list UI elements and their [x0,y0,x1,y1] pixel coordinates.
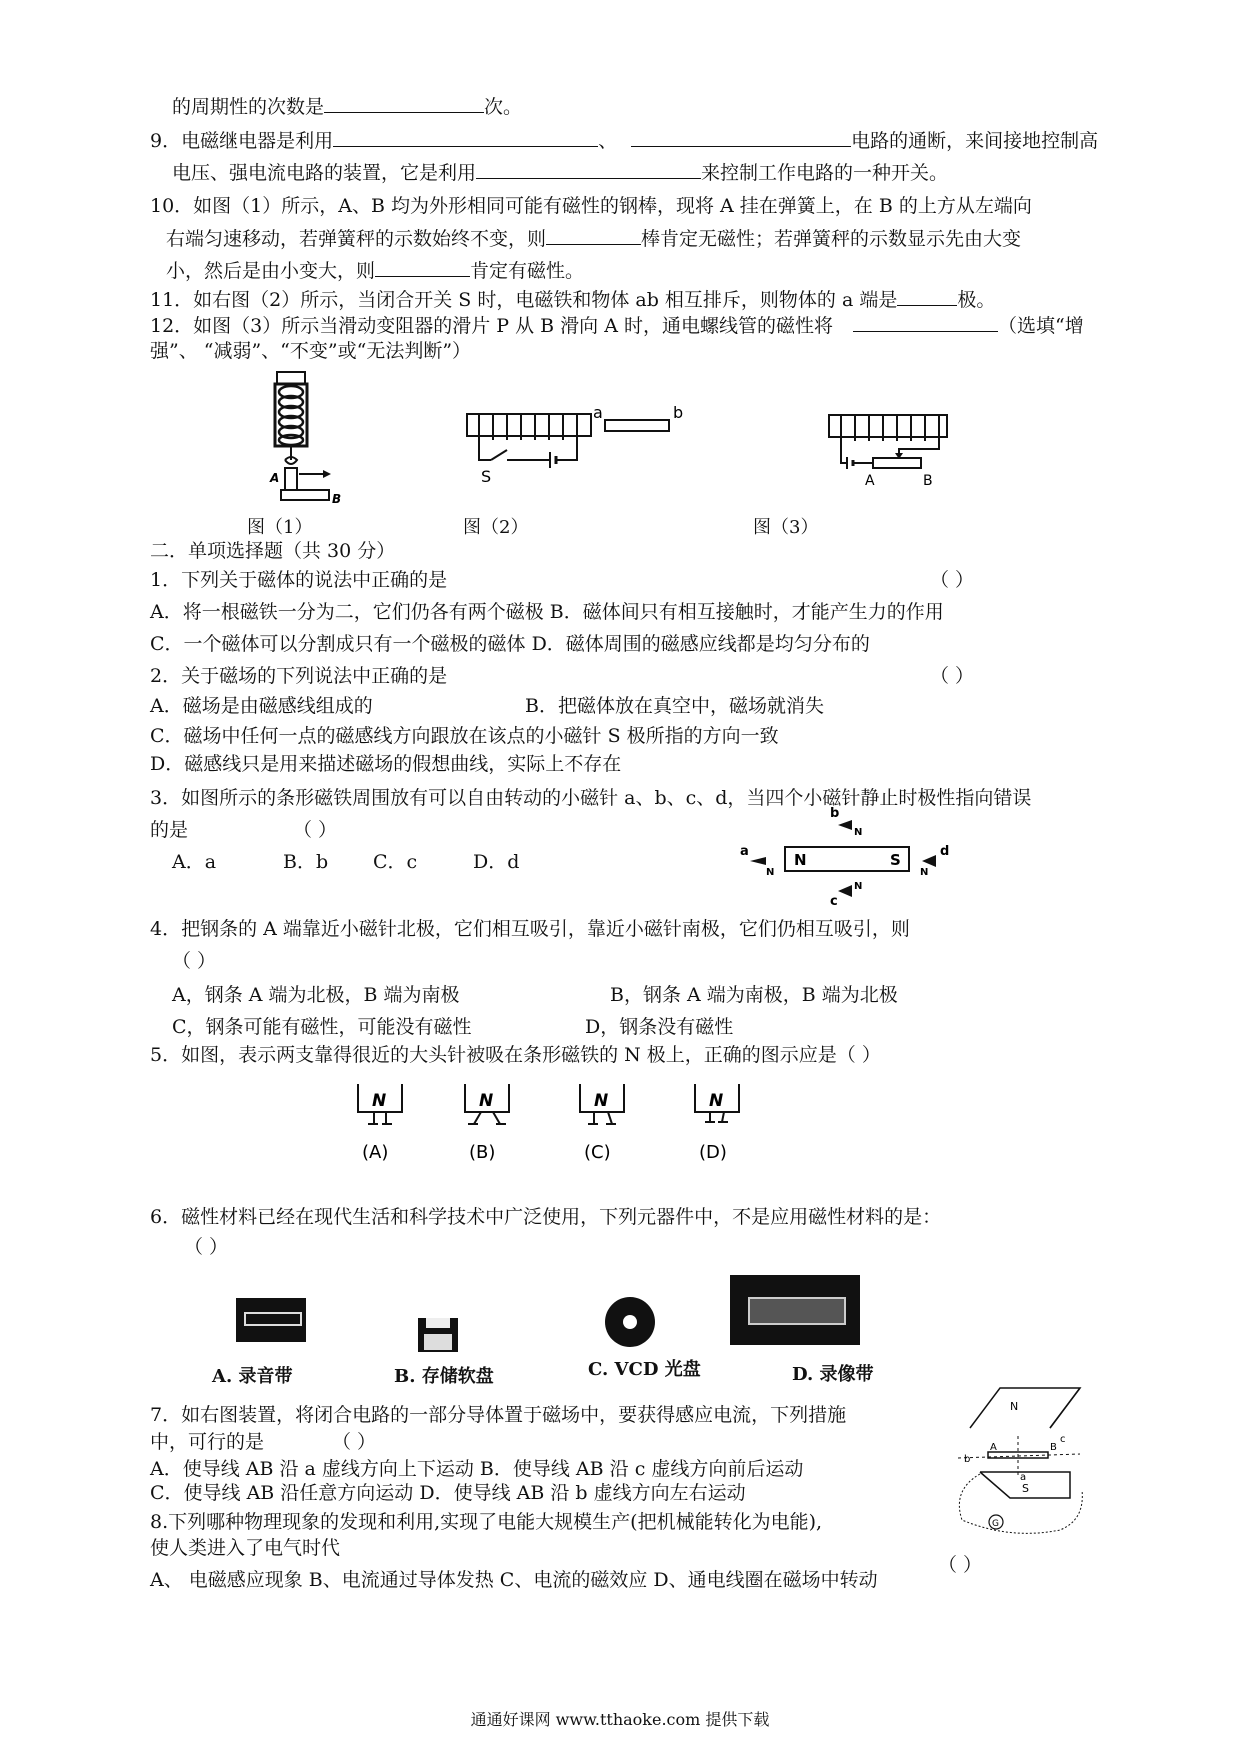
mc-q3-option-C: C．c [373,851,418,873]
q7-label-S: S [1022,1482,1029,1495]
q5-D-N: N [709,1091,724,1111]
mc-q2-option-C: C．磁场中任何一点的磁感线方向跟放在该点的小磁针 S 极所指的方向一致 [150,725,779,747]
mc-q4-option-D: D，钢条没有磁性 [585,1016,734,1038]
q12-text-a: 12．如图（3）所示当滑动变阻器的滑片 P 从 B 滑向 A 时，通电螺线管的磁性将 [150,315,833,337]
q7-label-N: N [1010,1400,1019,1413]
mc-q3-option-A: A．a [172,851,217,873]
q7-label-B: B [1050,1442,1057,1453]
q5-figure-B [465,1084,509,1163]
figure-2-electromagnet-diagram [455,400,695,490]
q11-text-a: 11．如右图（2）所示，当闭合开关 S 时，电磁铁和物体 ab 相互排斥，则物体的 a 端是 [150,289,898,311]
mc-q7-stem-tail: 中，可行的是 [150,1431,265,1453]
fig3-label-A: A [865,473,875,489]
q7-induction-figure [950,1380,1090,1550]
q3-magnet-N: N [794,851,807,869]
q8-end-text: 次。 [484,96,523,118]
fig2-label-b: b [673,403,684,422]
q12-blank[interactable] [853,313,998,332]
q9-text-e: 来控制工作电路的一种开关。 [701,162,949,184]
q10-blank-1[interactable] [546,226,641,245]
q12-text-b: （选填“增 [997,315,1084,337]
q3-d-N: N [920,867,929,878]
q9-line2 [172,160,948,185]
q5-figure-D [695,1084,739,1163]
mc-q1-answer-paren[interactable]: （ ） [930,569,975,591]
floppy-disk-image [418,1318,458,1352]
compass-c [830,881,862,909]
q11-text-b: 极。 [957,289,996,311]
fig1-label-A: A [270,471,280,485]
q9-text-a: 9．电磁继电器是利用 [150,130,334,152]
mc-q3-option-D: D．d [473,851,520,873]
q10-text-b: 右端匀速移动，若弹簧秤的示数始终不变，则 [166,228,547,250]
mc-q8-stem-2: 使人类进入了电气时代 [150,1537,341,1559]
q11-line [150,287,995,312]
fig1-caption: 图（1） [247,517,313,538]
compass-a [740,844,774,878]
mc-q2-option-A: A．磁场是由磁感线组成的 [150,695,373,717]
q10-text-d: 小，然后是由小变大，则 [166,260,376,282]
q9-text-d: 电压、强电流电路的装置，它是利用 [172,162,477,184]
mc-q7-answer-paren[interactable]: （ ） [332,1431,377,1453]
q10-line3 [166,258,584,283]
q8-tail-line [172,94,522,119]
mc-q2-option-B: B．把磁体放在真空中，磁场就消失 [525,695,824,717]
fig3-caption: 图（3） [753,517,819,538]
cassette-tape-image [236,1298,306,1342]
q5-label-D: (D) [699,1142,727,1163]
fig2-label-a: a [593,403,603,422]
mc-q2-answer-paren[interactable]: （ ） [930,665,975,687]
q5-label-A: (A) [362,1142,389,1163]
mc-q5-stem: 5．如图，表示两支靠得很近的大头针被吸在条形磁铁的 N 极上，正确的图示应是（ ） [150,1044,881,1066]
q5-figure-A [358,1084,402,1163]
q3-magnet-S: S [890,851,901,869]
q9-blank-3[interactable] [476,160,701,179]
q3-a-N: N [766,867,775,878]
mc-q4-option-B: B，钢条 A 端为南极，B 端为北极 [610,984,898,1006]
q5-label-C: (C) [584,1142,611,1163]
q10-text-e: 肯定有磁性。 [470,260,585,282]
mc-q8-stem: 8.下列哪种物理现象的发现和利用,实现了电能大规模生产(把机械能转化为电能), [150,1511,823,1533]
fig1-label-B: B [332,492,342,506]
q7-label-G: G [992,1519,999,1529]
q12-line1 [150,313,1084,338]
vcd-disc-image [605,1297,655,1347]
mc-q2-stem: 2．关于磁场的下列说法中正确的是 [150,665,448,687]
q8-blank[interactable] [324,94,484,113]
q6-label-C: C. VCD 光盘 [588,1359,701,1380]
page-footer: 通通好课网 www.tthaoke.com 提供下载 [470,1710,770,1729]
compass-d [920,844,949,878]
q6-label-D: D. 录像带 [792,1364,874,1385]
mc-q6-stem: 6．磁性材料已经在现代生活和科学技术中广泛使用，下列元器件中，不是应用磁性材料的是： [150,1206,942,1228]
q3-label-d: d [940,844,950,859]
mc-q8-options: A、 电磁感应现象 B、电流通过导体发热 C、电流的磁效应 D、通电线圈在磁场中转动 [150,1569,878,1591]
mc-q3-stem-2 [150,818,337,842]
mc-q7-stem: 7．如右图装置，将闭合电路的一部分导体置于磁场中，要获得感应电流，下列措施 [150,1404,847,1426]
q3-label-b: b [830,806,840,821]
mc-q4-option-C: C，钢条可能有磁性，可能没有磁性 [172,1016,472,1038]
figure-3-rheostat-diagram [825,405,955,495]
q6-label-A: A. 录音带 [212,1366,293,1387]
mc-q1-option-CD: C．一个磁体可以分割成只有一个磁极的磁体 D．磁体周围的磁感应线都是均匀分布的 [150,633,870,655]
q5-pins-figures [350,1082,770,1172]
q9-line1 [150,128,1098,153]
mc-q7-stem-2 [150,1430,376,1454]
mc-q4-option-A: A，钢条 A 端为北极，B 端为南极 [172,984,460,1006]
q9-text-c: 电路的通断，来间接地控制高 [851,130,1099,152]
q5-B-N: N [479,1091,494,1111]
mc-q4-answer-paren[interactable]: （ ） [172,950,217,972]
mc-q3-option-B: B．b [283,851,329,873]
q7-label-A: A [990,1442,997,1453]
mc-q1-stem: 1．下列关于磁体的说法中正确的是 [150,569,448,591]
q7-label-b: b [964,1454,971,1465]
section2-heading: 二．单项选择题（共 30 分） [150,540,396,562]
mc-q7-option-AB: A．使导线 AB 沿 a 虚线方向上下运动 B．使导线 AB 沿 c 虚线方向前后运动 [150,1458,804,1480]
q6-label-B: B. 存储软盘 [394,1366,494,1387]
fig2-caption: 图（2） [463,517,529,538]
compass-b [830,806,862,838]
q10-blank-2[interactable] [375,258,470,277]
q10-text-c: 棒肯定无磁性；若弹簧秤的示数显示先由大变 [641,228,1022,250]
mc-q4-stem: 4．把钢条的 A 端靠近小磁针北极，它们相互吸引，靠近小磁针南极，它们仍相互吸引，则 [150,918,910,940]
mc-q2-option-D: D．磁感线只是用来描述磁场的假想曲线，实际上不存在 [150,753,622,775]
q9-blank-2[interactable] [631,128,851,147]
mc-q6-answer-paren[interactable]: （ ） [184,1236,229,1258]
q12-line2: 强”、 “减弱”、“不变”或“无法判断”） [150,340,472,362]
mc-q3-stem: 3．如图所示的条形磁铁周围放有可以自由转动的小磁针 a、b、c、d，当四个小磁针静止时极性指向错误 [150,787,1032,809]
q3-label-a: a [740,844,749,859]
q7-label-a: a [1020,1472,1027,1483]
q3-label-c: c [830,894,838,909]
videotape-image [730,1275,860,1345]
mc-q7-option-CD: C．使导线 AB 沿任意方向运动 D．使导线 AB 沿 b 虚线方向左右运动 [150,1482,746,1504]
q10-line2 [166,226,1021,251]
mc-q8-answer-paren[interactable]: （ ） [938,1554,983,1576]
q11-blank[interactable] [897,287,957,306]
q9-text-b: 、 [598,130,618,152]
q5-figure-C [580,1084,624,1163]
q5-C-N: N [594,1091,609,1111]
q3-b-N: N [854,827,863,838]
q5-A-N: N [372,1091,387,1111]
mc-q3-answer-paren[interactable]: （ ） [293,819,338,841]
q10-line1: 10．如图（1）所示，A、B 均为外形相同可能有磁性的钢棒，现将 A 挂在弹簧上，在 B 的上方从左端向 [150,195,1032,217]
q8-tail-text: 的周期性的次数是 [172,96,325,118]
mc-q3-stem-tail: 的是 [150,819,189,841]
mc-q1-option-AB: A．将一根磁铁一分为二，它们仍各有两个磁极 B．磁体间只有相互接触时，才能产生力的作用 [150,601,944,623]
q9-blank-1[interactable] [333,128,598,147]
fig2-label-S: S [481,467,492,486]
q7-label-c: c [1060,1434,1066,1445]
fig3-label-B: B [923,473,933,489]
figure-1-spring-diagram [255,370,345,510]
q3-bar-magnet-figure [730,805,970,910]
q3-c-N: N [854,881,863,892]
q5-label-B: (B) [469,1142,496,1163]
